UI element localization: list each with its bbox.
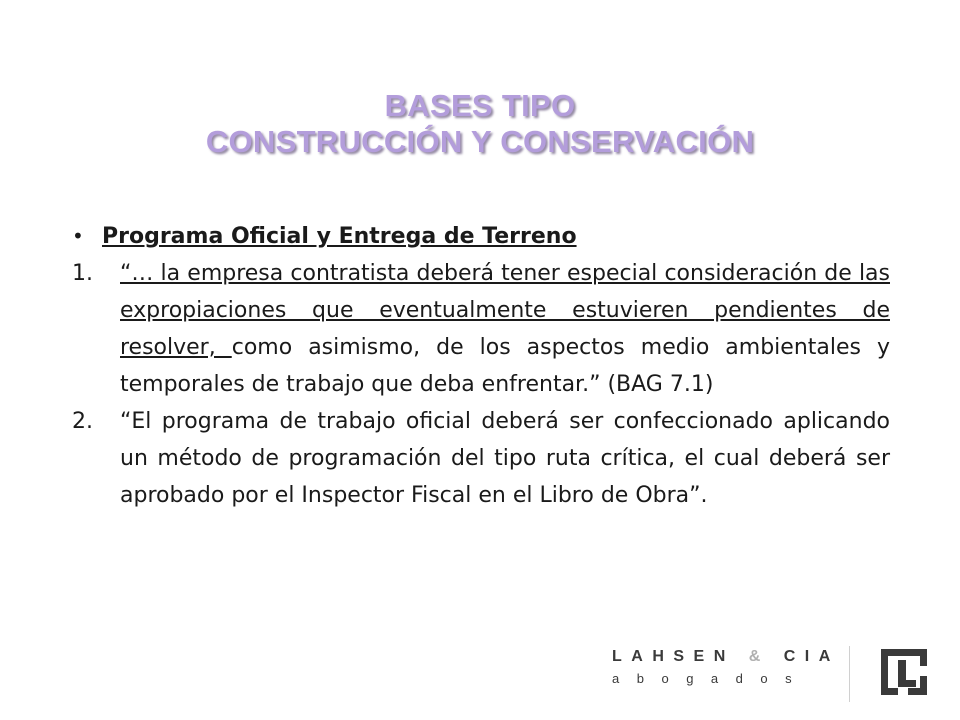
- company-name: [612, 648, 840, 666]
- company-subtitle: abogados: [612, 671, 810, 686]
- slide-content: [72, 218, 890, 514]
- quote-rest: como asimismo, de los aspectos medio ambientales y temporales de trabajo que deba enfrentar.” (BAG 7.1): [120, 335, 891, 397]
- list-item-number: 2.: [72, 409, 93, 434]
- list-item-text: “El programa de trabajo oficial deberá ser confeccionado aplicando un método de programación del tipo ruta crítica, el cual deberá ser aprobado por el Inspector Fiscal en el Libro de Obra”.: [120, 409, 890, 508]
- bracket-l-logo-icon: [878, 646, 930, 698]
- slide-title: [0, 88, 960, 160]
- company-ampersand: &: [748, 648, 770, 665]
- quote-underlined: “… la empresa contratista deberá tener especial consideración de las expropiaciones que eventualmente estuvieren pendientes de resolver,: [120, 261, 890, 360]
- list-item-number: 1.: [72, 261, 93, 286]
- list-item-text: [120, 255, 890, 403]
- list-item-1: [72, 255, 890, 403]
- title-line-2: CONSTRUCCIÓN Y CONSERVACIÓN: [205, 124, 755, 159]
- company-logo-text: [612, 648, 840, 686]
- bullet-heading-text: Programa Oficial y Entrega de Terreno: [102, 224, 577, 249]
- company-name-left: LAHSEN: [612, 648, 735, 665]
- logo-divider: [849, 646, 850, 702]
- bullet-icon: •: [72, 224, 84, 248]
- title-line-1: BASES TIPO: [384, 88, 576, 123]
- company-name-right: CIA: [783, 648, 840, 665]
- bullet-heading: [72, 218, 890, 255]
- list-item-2: [72, 403, 890, 514]
